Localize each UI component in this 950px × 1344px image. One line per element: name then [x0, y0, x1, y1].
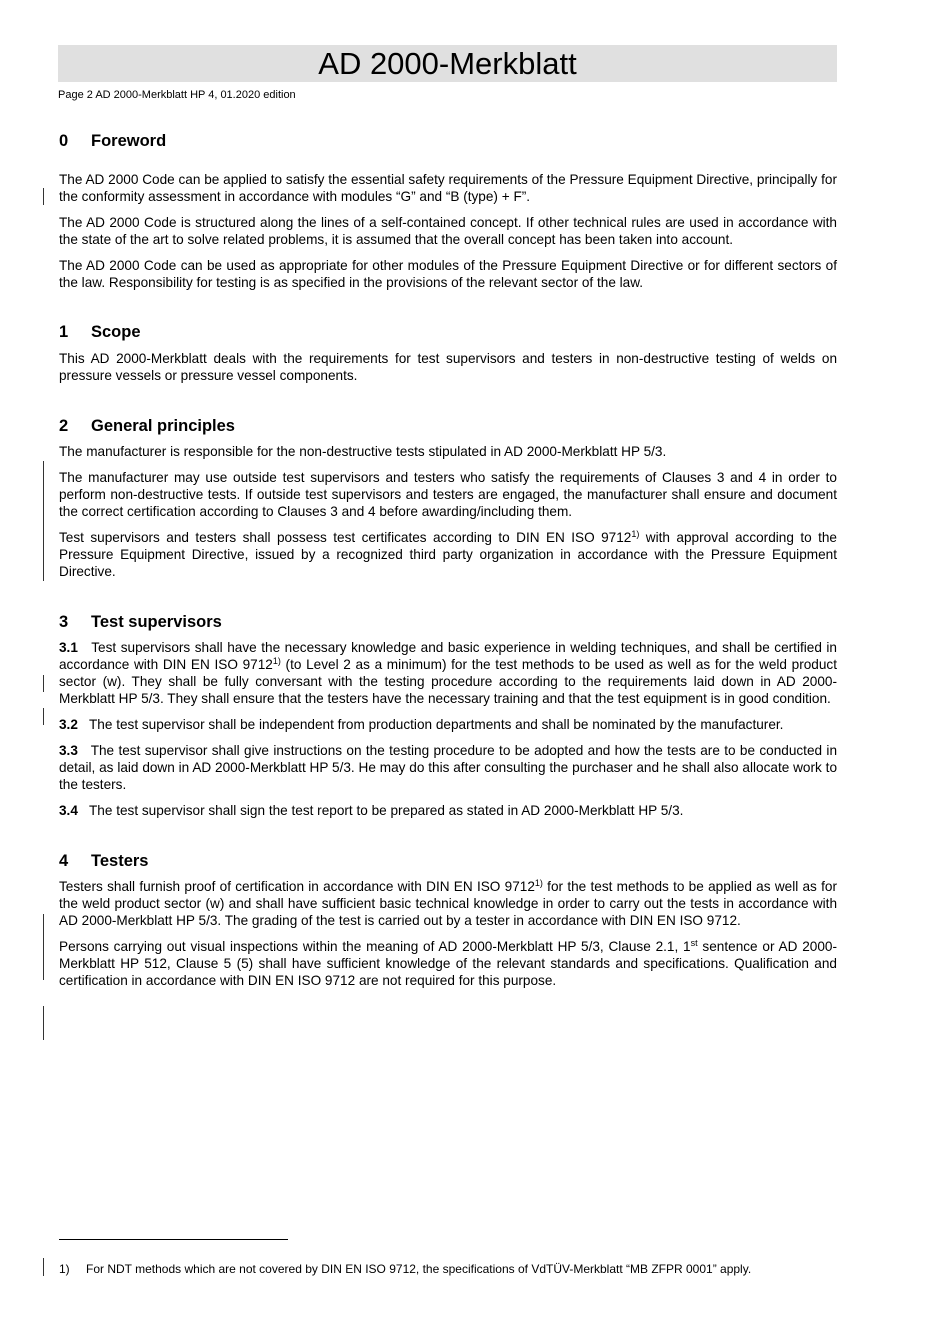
footnote-text: For NDT methods which are not covered by DIN EN ISO 9712, the specifications of VdTÜV-Merkblatt “MB ZFPR 0001” apply.	[86, 1262, 752, 1276]
paragraph: The manufacturer may use outside test supervisors and testers who satisfy the requirements of Clauses 3 and 4 in order to perform non-destructive tests. If outside test supervisors and testers are engaged, the manufacturer shall ensure and document the correct certification according to Clauses 3 and 4 before awarding/including them.	[59, 470, 837, 519]
clause: 3.1 Test supervisors shall have the necessary knowledge and basic experience in welding techniques, and shall be certified in accordance with DIN EN ISO 9712$^{1)}$ (to Level 2 as a minimum) for the test methods to be used as well as for the weld product sector (w). They shall be fully conversant with the testing procedure according to the requirements laid down in AD 2000-Merkblatt HP 5/3. They shall ensure that the testers have the necessary training and that the test equipment is in good condition.	[59, 640, 838, 706]
change-bar	[43, 914, 44, 980]
change-bar	[43, 708, 44, 725]
footnote-number: 1)	[59, 1262, 70, 1276]
footnote-divider	[59, 1239, 288, 1240]
section-foreword	[59, 130, 837, 291]
clause: 3.2 The test supervisor shall be independent from production departments and shall be nominated by the manufacturer.	[59, 717, 784, 732]
paragraph: The AD 2000 Code can be used as appropriate for other modules of the Pressure Equipment Directive or for different sectors of the law. Responsibility for testing is as specified in the provisions of the relevant sector of the law.	[59, 258, 837, 290]
paragraph: This AD 2000-Merkblatt deals with the requirements for test supervisors and testers in non-destructive testing of welds on pressure vessels or pressure vessel components.	[59, 351, 837, 383]
paragraph: The manufacturer is responsible for the non-destructive tests stipulated in AD 2000-Merkblatt HP 5/3.	[59, 444, 667, 459]
section-heading: 0 Foreword	[59, 132, 167, 150]
document-body	[59, 130, 837, 989]
footnote-ref: 1)	[631, 529, 640, 539]
section-heading: 4 Testers	[59, 852, 149, 870]
clause: 3.4 The test supervisor shall sign the test report to be prepared as stated in AD 2000-Merkblatt HP 5/3.	[59, 803, 684, 818]
change-bar	[43, 188, 44, 205]
section-general-principles	[59, 415, 837, 580]
footnote	[59, 1262, 837, 1276]
paragraph: The AD 2000 Code is structured along the lines of a self-contained concept. If other technical rules are used in accordance with the state of the art to solve related problems, it is assumed that the overall concept has been taken into account.	[59, 215, 837, 247]
paragraph: The AD 2000 Code can be applied to satisfy the essential safety requirements of the Pressure Equipment Directive, principally for the conformity assessment in accordance with modules “G” and “B (type) + F”.	[59, 172, 837, 204]
document-title: AD 2000-Merkblatt	[58, 45, 837, 82]
section-heading: 2 General principles	[59, 417, 235, 435]
clause: 3.3 The test supervisor shall give instructions on the testing procedure to be adopted and how the tests are to be conducted in detail, as laid down in AD 2000-Merkblatt HP 5/3. He may do this after consulting the purchaser and he shall also allocate work to the testers.	[59, 743, 838, 792]
section-test-supervisors	[59, 611, 837, 819]
section-heading: 3 Test supervisors	[59, 613, 222, 631]
paragraph: Persons carrying out visual inspections within the meaning of AD 2000-Merkblatt HP 5/3, Clause 2.1, 1st sentence or AD 2000-Merkblatt HP 512, Clause 5 (5) shall have sufficient knowledge of the relevant standards and specifications. Qualification and certification in accordance with DIN EN ISO 9712 are not required for this purpose.	[59, 938, 837, 988]
change-bar	[43, 1006, 44, 1040]
footnote-ref: 1)	[534, 878, 543, 888]
paragraph: Test supervisors and testers shall possess test certificates according to DIN EN ISO 9712$^{1)}$ with approval according to the Pressure Equipment Directive, issued by a recognized third party organization in accordance with the Pressure Equipment Directive.	[59, 529, 837, 579]
change-bar	[43, 675, 44, 692]
change-bar	[43, 1258, 44, 1276]
section-testers	[59, 850, 837, 989]
change-bar	[43, 461, 44, 581]
footnote-ref: 1)	[272, 656, 281, 666]
section-heading: 1 Scope	[59, 323, 141, 341]
paragraph: Testers shall furnish proof of certification in accordance with DIN EN ISO 9712$^{1)}$ for the test methods to be applied as well as for the weld product sector (w) and shall have sufficient basic technical knowledge in order to carry out the tests in accordance with AD 2000-Merkblatt HP 5/3. The grading of the test is carried out by a tester in accordance with DIN EN ISO 9712.	[59, 878, 837, 928]
section-scope	[59, 321, 837, 384]
page-reference: Page 2 AD 2000-Merkblatt HP 4, 01.2020 edition	[58, 89, 296, 101]
